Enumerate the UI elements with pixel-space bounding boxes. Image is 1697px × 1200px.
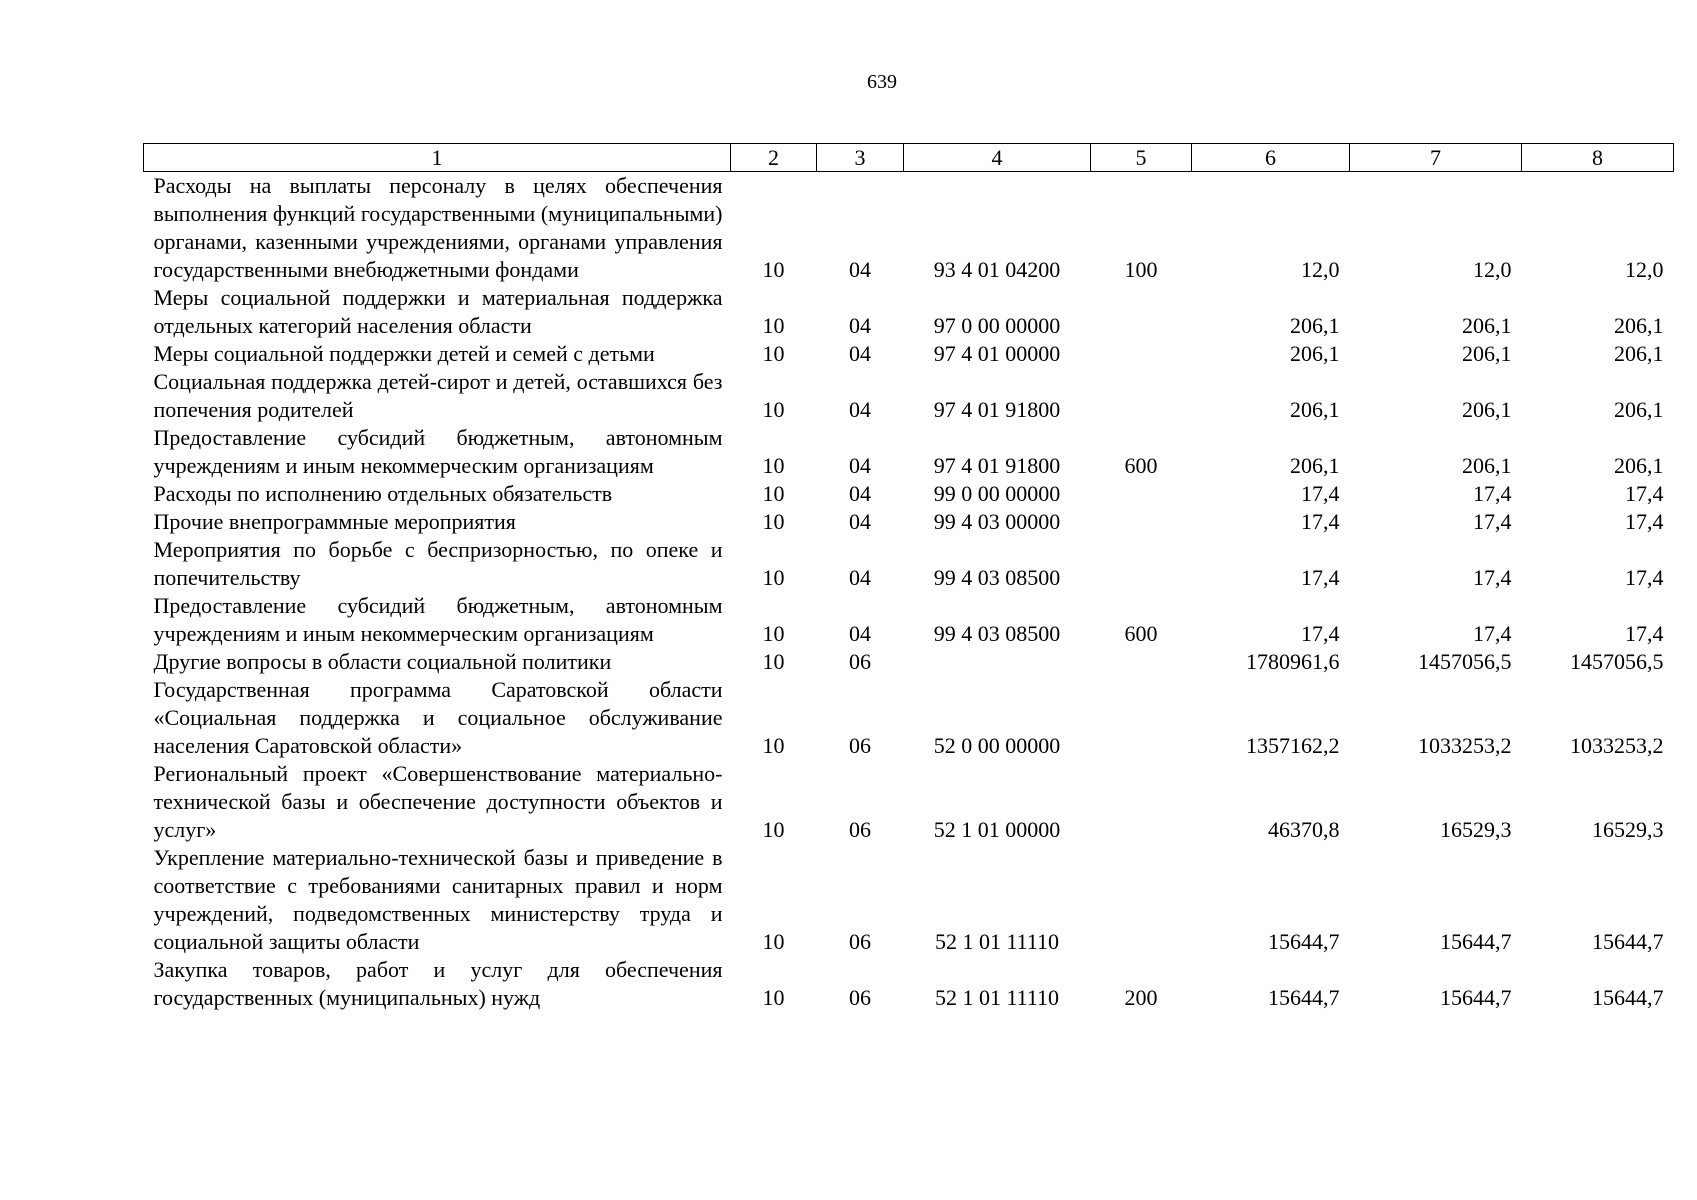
- item-name: Меры социальной поддержки и материальная поддержка отдельных категорий населения области: [153, 285, 723, 338]
- subsection-code: 06: [849, 649, 871, 674]
- item-name: Меры социальной поддержки детей и семей с детьми: [153, 341, 655, 366]
- subsection-code: 04: [849, 621, 871, 646]
- section-code: 10: [762, 817, 785, 842]
- target-article-code: 97 4 01 00000: [933, 341, 1061, 366]
- amount-col-7: 206,1: [1462, 397, 1512, 422]
- header-row: [144, 144, 1674, 172]
- target-article-code: 52 1 01 11110: [934, 985, 1060, 1010]
- amount-col-7: 12,0: [1473, 257, 1512, 282]
- expense-type-code: 100: [1124, 257, 1158, 282]
- item-name: Укрепление материально-технической базы и приведение в соответствие с требованиями санитарных правил и норм учреждений, подведомственных министерству труда и социальной защиты области: [153, 845, 723, 954]
- amount-col-8: 206,1: [1614, 313, 1664, 338]
- amount-col-7: 206,1: [1462, 453, 1512, 478]
- column-header-2: 2: [731, 144, 817, 172]
- expense-type-code: 200: [1124, 985, 1158, 1010]
- target-article-code: 99 4 03 00000: [933, 509, 1061, 534]
- target-article-code: [904, 648, 1091, 676]
- table-row: [144, 956, 1674, 1012]
- section-code: 10: [762, 397, 785, 422]
- amount-col-6: 46370,8: [1268, 817, 1340, 842]
- item-name: Региональный проект «Совершенствование материально-технической базы и обеспечение доступности объектов и услуг»: [153, 761, 723, 842]
- table-row: [144, 536, 1674, 592]
- table-row: [144, 760, 1674, 844]
- section-code: 10: [762, 649, 785, 674]
- expense-type-code: 600: [1124, 453, 1158, 478]
- target-article-code: 93 4 01 04200: [933, 257, 1061, 282]
- table-row: [144, 480, 1674, 508]
- amount-col-6: 1357162,2: [1246, 733, 1340, 758]
- amount-col-6: 206,1: [1290, 453, 1340, 478]
- table-row: [144, 508, 1674, 536]
- amount-col-6: 17,4: [1301, 621, 1340, 646]
- item-name: Другие вопросы в области социальной политики: [153, 649, 612, 674]
- amount-col-6: 1780961,6: [1246, 649, 1340, 674]
- page-number: 639: [867, 71, 897, 93]
- amount-col-6: 206,1: [1290, 341, 1340, 366]
- amount-col-7: 17,4: [1473, 565, 1512, 590]
- amount-col-6: 15644,7: [1268, 929, 1340, 954]
- target-article-code: 97 4 01 91800: [933, 453, 1061, 478]
- amount-col-8: 206,1: [1614, 453, 1664, 478]
- subsection-code: 06: [849, 733, 871, 758]
- table-row: [144, 424, 1674, 480]
- section-code: 10: [762, 453, 785, 478]
- amount-col-6: 12,0: [1301, 257, 1340, 282]
- expense-type-code: [1091, 284, 1192, 340]
- amount-col-7: 17,4: [1473, 509, 1512, 534]
- amount-col-8: 17,4: [1625, 565, 1664, 590]
- section-code: 10: [762, 985, 785, 1010]
- amount-col-6: 206,1: [1290, 313, 1340, 338]
- column-header-8: 8: [1522, 144, 1674, 172]
- subsection-code: 04: [849, 565, 871, 590]
- amount-col-7: 15644,7: [1440, 985, 1512, 1010]
- table-row: [144, 340, 1674, 368]
- column-header-1: 1: [144, 144, 731, 172]
- target-article-code: 99 4 03 08500: [933, 621, 1061, 646]
- item-name: Закупка товаров, работ и услуг для обеспечения государственных (муниципальных) нужд: [153, 957, 723, 1010]
- item-name: Социальная поддержка детей-сирот и детей, оставшихся без попечения родителей: [153, 369, 723, 422]
- table-row: [144, 368, 1674, 424]
- expense-type-code: [1091, 760, 1192, 844]
- expense-type-code: 600: [1124, 621, 1158, 646]
- subsection-code: 04: [849, 257, 871, 282]
- expense-type-code: [1091, 536, 1192, 592]
- amount-col-8: 12,0: [1625, 257, 1664, 282]
- subsection-code: 06: [849, 817, 871, 842]
- expense-type-code: [1091, 676, 1192, 760]
- expense-type-code: [1091, 648, 1192, 676]
- section-code: 10: [762, 621, 785, 646]
- column-header-7: 7: [1350, 144, 1522, 172]
- amount-col-7: 206,1: [1462, 313, 1512, 338]
- table-row: [144, 676, 1674, 760]
- amount-col-7: 16529,3: [1440, 817, 1512, 842]
- amount-col-8: 15644,7: [1592, 985, 1664, 1010]
- section-code: 10: [762, 313, 785, 338]
- target-article-code: 52 1 01 00000: [933, 817, 1061, 842]
- amount-col-8: 17,4: [1625, 509, 1664, 534]
- subsection-code: 04: [849, 313, 871, 338]
- expense-type-code: [1091, 844, 1192, 956]
- amount-col-7: 1457056,5: [1418, 649, 1512, 674]
- target-article-code: 52 1 01 11110: [934, 929, 1060, 954]
- amount-col-7: 15644,7: [1440, 929, 1512, 954]
- column-header-4: 4: [904, 144, 1091, 172]
- item-name: Прочие внепрограммные мероприятия: [153, 509, 516, 534]
- subsection-code: 06: [849, 929, 871, 954]
- amount-col-8: 206,1: [1614, 341, 1664, 366]
- table-row: [144, 844, 1674, 956]
- target-article-code: 99 0 00 00000: [933, 481, 1061, 506]
- target-article-code: 97 0 00 00000: [933, 313, 1061, 338]
- amount-col-8: 17,4: [1625, 481, 1664, 506]
- target-article-code: 99 4 03 08500: [933, 565, 1061, 590]
- table-row: [144, 284, 1674, 340]
- table-row: [144, 172, 1674, 285]
- amount-col-8: 17,4: [1625, 621, 1664, 646]
- amount-col-8: 15644,7: [1592, 929, 1664, 954]
- target-article-code: 97 4 01 91800: [933, 397, 1061, 422]
- amount-col-7: 206,1: [1462, 341, 1512, 366]
- section-code: 10: [762, 733, 785, 758]
- subsection-code: 04: [849, 341, 871, 366]
- table-row: [144, 592, 1674, 648]
- section-code: 10: [762, 565, 785, 590]
- item-name: Расходы по исполнению отдельных обязательств: [153, 481, 613, 506]
- item-name: Предоставление субсидий бюджетным, автономным учреждениям и иным некоммерческим организациям: [153, 593, 723, 646]
- target-article-code: 52 0 00 00000: [933, 733, 1061, 758]
- section-code: 10: [762, 341, 785, 366]
- expense-type-code: [1091, 340, 1192, 368]
- column-header-3: 3: [817, 144, 904, 172]
- item-name: Предоставление субсидий бюджетным, автономным учреждениям и иным некоммерческим организациям: [153, 425, 723, 478]
- subsection-code: 04: [849, 397, 871, 422]
- item-name: Расходы на выплаты персоналу в целях обеспечения выполнения функций государственными (муниципальными) органами, казенными учреждениями, органами управления государственными внебюджетными фондами: [153, 173, 723, 282]
- section-code: 10: [762, 929, 785, 954]
- budget-table: [143, 143, 1674, 1012]
- table-body: [144, 172, 1674, 1013]
- column-header-6: 6: [1192, 144, 1350, 172]
- subsection-code: 06: [849, 985, 871, 1010]
- amount-col-7: 17,4: [1473, 481, 1512, 506]
- table-row: [144, 648, 1674, 676]
- subsection-code: 04: [849, 509, 871, 534]
- column-header-5: 5: [1091, 144, 1192, 172]
- amount-col-6: 17,4: [1301, 481, 1340, 506]
- amount-col-6: 17,4: [1301, 509, 1340, 534]
- section-code: 10: [762, 481, 785, 506]
- subsection-code: 04: [849, 481, 871, 506]
- amount-col-8: 16529,3: [1592, 817, 1664, 842]
- amount-col-6: 206,1: [1290, 397, 1340, 422]
- expense-type-code: [1091, 508, 1192, 536]
- amount-col-8: 1457056,5: [1570, 649, 1664, 674]
- expense-type-code: [1091, 368, 1192, 424]
- amount-col-7: 17,4: [1473, 621, 1512, 646]
- amount-col-8: 1033253,2: [1570, 733, 1664, 758]
- amount-col-7: 1033253,2: [1418, 733, 1512, 758]
- item-name: Мероприятия по борьбе с беспризорностью, по опеке и попечительству: [153, 537, 723, 590]
- section-code: 10: [762, 257, 785, 282]
- amount-col-6: 15644,7: [1268, 985, 1340, 1010]
- item-name: Государственная программа Саратовской области «Социальная поддержка и социальное обслуживание населения Саратовской области»: [153, 677, 723, 758]
- expense-type-code: [1091, 480, 1192, 508]
- amount-col-8: 206,1: [1614, 397, 1664, 422]
- section-code: 10: [762, 509, 785, 534]
- subsection-code: 04: [849, 453, 871, 478]
- amount-col-6: 17,4: [1301, 565, 1340, 590]
